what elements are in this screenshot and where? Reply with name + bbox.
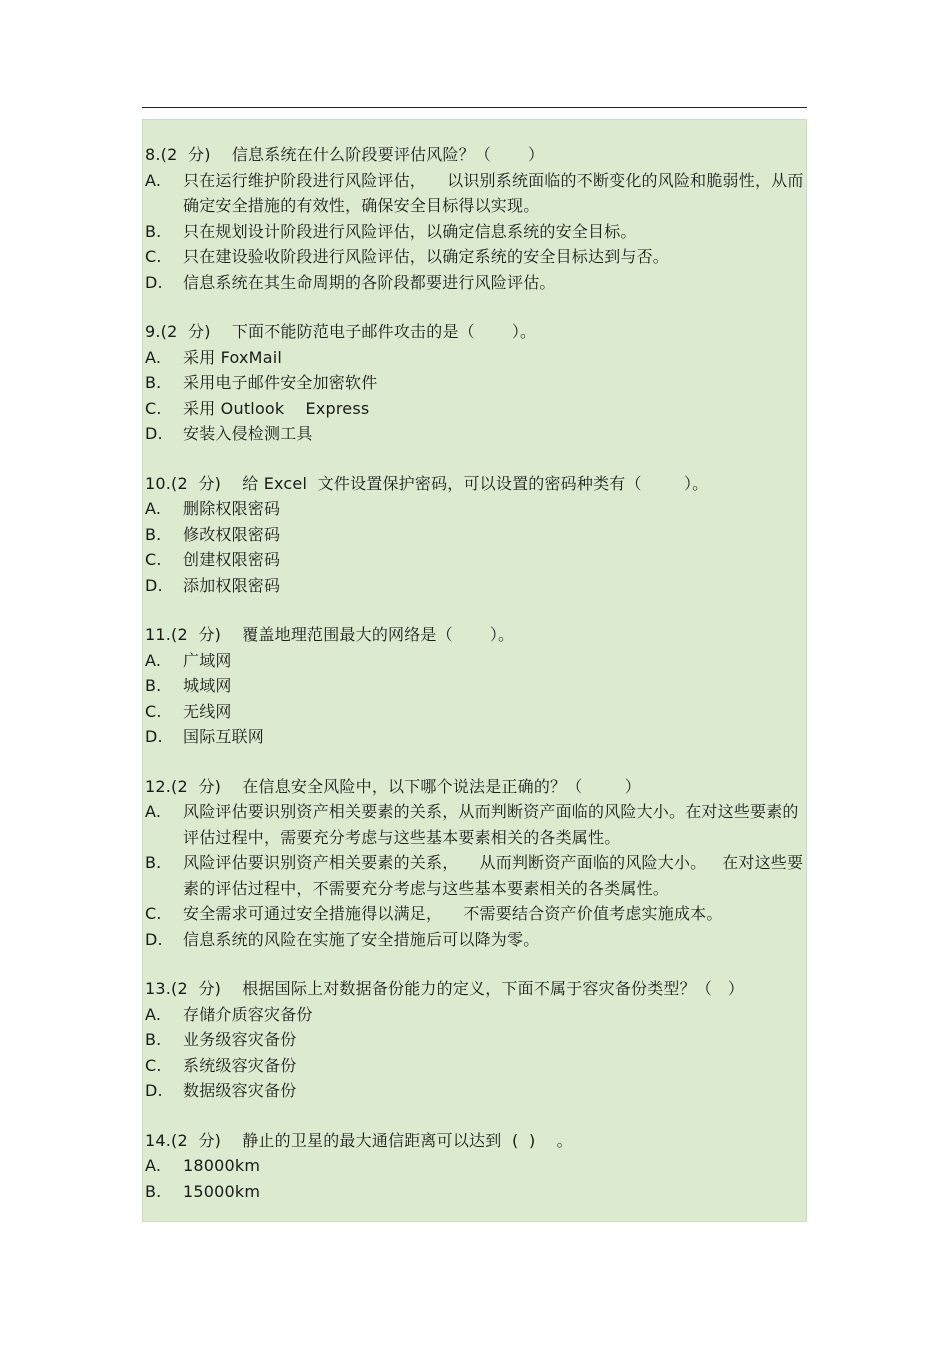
option-text: 只在规划设计阶段进行风险评估，以确定信息系统的安全目标。 xyxy=(183,221,637,241)
option-d[interactable] xyxy=(145,421,804,447)
option-c[interactable] xyxy=(145,901,804,927)
option-letter: A. xyxy=(145,650,162,670)
option-letter: C. xyxy=(145,398,162,418)
option-letter: D. xyxy=(145,575,163,595)
option-d[interactable] xyxy=(145,724,804,750)
question-12 xyxy=(145,774,804,953)
option-c[interactable] xyxy=(145,396,804,422)
option-letter: A. xyxy=(145,499,162,518)
option-a[interactable] xyxy=(145,1153,804,1179)
question-8 xyxy=(145,142,804,295)
option-text: 广域网 xyxy=(183,650,232,670)
option-text: 安装入侵检测工具 xyxy=(183,424,313,443)
option-letter: B. xyxy=(145,524,162,544)
option-a[interactable] xyxy=(145,345,804,371)
option-a[interactable] xyxy=(145,648,804,674)
option-c[interactable] xyxy=(145,244,804,270)
option-text: 业务级容灾备份 xyxy=(183,1030,297,1049)
option-text: 风险评估要识别资产相关要素的关系，从而判断资产面临的风险大小。在对这些要素的评估过程中，需要充分考虑与这些基本要素相关的各类属性。 xyxy=(183,802,799,847)
option-text: 15000km xyxy=(183,1181,261,1201)
option-text: 18000km xyxy=(183,1156,261,1175)
option-b[interactable] xyxy=(145,219,804,245)
question-11 xyxy=(145,622,804,750)
question-stem: 14.(2 分) 静止的卫星的最大通信距离可以达到 ( ) 。 xyxy=(145,1130,573,1150)
option-letter: A. xyxy=(145,802,162,821)
question-stem: 13.(2 分) 根据国际上对数据备份能力的定义，下面不属于容灾备份类型？（ ） xyxy=(145,979,745,998)
option-letter: B. xyxy=(145,676,162,695)
option-letter: B. xyxy=(145,1181,162,1201)
option-text: 采用 FoxMail xyxy=(183,347,282,367)
option-letter: A. xyxy=(145,1004,162,1024)
option-letter: D. xyxy=(145,272,163,292)
option-letter: A. xyxy=(145,1156,162,1175)
option-c[interactable] xyxy=(145,547,804,573)
question-panel xyxy=(142,119,807,1222)
option-text: 只在运行维护阶段进行风险评估， 以识别系统面临的不断变化的风险和脆弱性，从而确定安全措施的有效性，确保安全目标得以实现。 xyxy=(183,170,804,215)
option-letter: C. xyxy=(145,701,162,721)
option-text: 安全需求可通过安全措施得以满足， 不需要结合资产价值考虑实施成本。 xyxy=(183,904,723,923)
question-list xyxy=(145,142,804,1222)
question-13 xyxy=(145,976,804,1104)
question-10 xyxy=(145,471,804,599)
option-letter: B. xyxy=(145,1030,162,1049)
option-d[interactable] xyxy=(145,573,804,599)
option-a[interactable] xyxy=(145,496,804,522)
question-stem: 11.(2 分) 覆盖地理范围最大的网络是（ ）。 xyxy=(145,625,515,644)
question-stem: 12.(2 分) 在信息安全风险中，以下哪个说法是正确的？（ ） xyxy=(145,776,641,796)
header-rule xyxy=(142,107,807,108)
option-b[interactable] xyxy=(145,673,804,699)
option-text: 数据级容灾备份 xyxy=(183,1081,297,1100)
option-text: 修改权限密码 xyxy=(183,524,281,544)
option-text: 系统级容灾备份 xyxy=(183,1055,297,1075)
option-c[interactable] xyxy=(145,699,804,725)
option-a[interactable] xyxy=(145,799,804,850)
option-text: 无线网 xyxy=(183,701,232,721)
option-b[interactable] xyxy=(145,370,804,396)
option-text: 采用 Outlook Express xyxy=(183,398,370,418)
option-a[interactable] xyxy=(145,168,804,219)
question-stem: 8.(2 分) 信息系统在什么阶段要评估风险？（ ） xyxy=(145,145,545,164)
option-b[interactable] xyxy=(145,1179,804,1205)
option-text: 删除权限密码 xyxy=(183,499,281,518)
option-b[interactable] xyxy=(145,522,804,548)
option-letter: C. xyxy=(145,1055,162,1075)
question-9 xyxy=(145,319,804,447)
option-d[interactable] xyxy=(145,1078,804,1104)
question-14 xyxy=(145,1128,804,1205)
option-b[interactable] xyxy=(145,850,804,901)
option-letter: C. xyxy=(145,904,162,923)
option-d[interactable] xyxy=(145,927,804,953)
option-text: 采用电子邮件安全加密软件 xyxy=(183,373,378,392)
option-letter: C. xyxy=(145,550,162,569)
option-letter: B. xyxy=(145,373,162,392)
option-letter: B. xyxy=(145,221,162,241)
option-letter: A. xyxy=(145,347,162,367)
option-letter: C. xyxy=(145,247,162,266)
option-text: 添加权限密码 xyxy=(183,575,281,595)
option-text: 城域网 xyxy=(183,676,232,695)
option-text: 信息系统在其生命周期的各阶段都要进行风险评估。 xyxy=(183,272,556,292)
option-text: 国际互联网 xyxy=(183,727,265,746)
option-letter: D. xyxy=(145,727,163,746)
option-d[interactable] xyxy=(145,270,804,296)
option-text: 创建权限密码 xyxy=(183,550,281,569)
question-stem: 10.(2 分) 给 Excel 文件设置保护密码，可以设置的密码种类有（ ）。 xyxy=(145,473,709,493)
option-text: 存储介质容灾备份 xyxy=(183,1004,313,1024)
option-letter: A. xyxy=(145,170,162,190)
option-letter: D. xyxy=(145,424,163,443)
option-a[interactable] xyxy=(145,1002,804,1028)
question-stem: 9.(2 分) 下面不能防范电子邮件攻击的是（ ）。 xyxy=(145,322,537,341)
option-c[interactable] xyxy=(145,1053,804,1079)
option-text: 风险评估要识别资产相关要素的关系， 从而判断资产面临的风险大小。 在对这些要素的评估过程中，不需要充分考虑与这些基本要素相关的各类属性。 xyxy=(183,853,804,898)
option-b[interactable] xyxy=(145,1027,804,1053)
option-text: 只在建设验收阶段进行风险评估，以确定系统的安全目标达到与否。 xyxy=(183,247,670,266)
option-text: 信息系统的风险在实施了安全措施后可以降为零。 xyxy=(183,929,540,949)
option-letter: D. xyxy=(145,929,163,949)
option-letter: D. xyxy=(145,1081,163,1100)
option-letter: B. xyxy=(145,853,162,872)
